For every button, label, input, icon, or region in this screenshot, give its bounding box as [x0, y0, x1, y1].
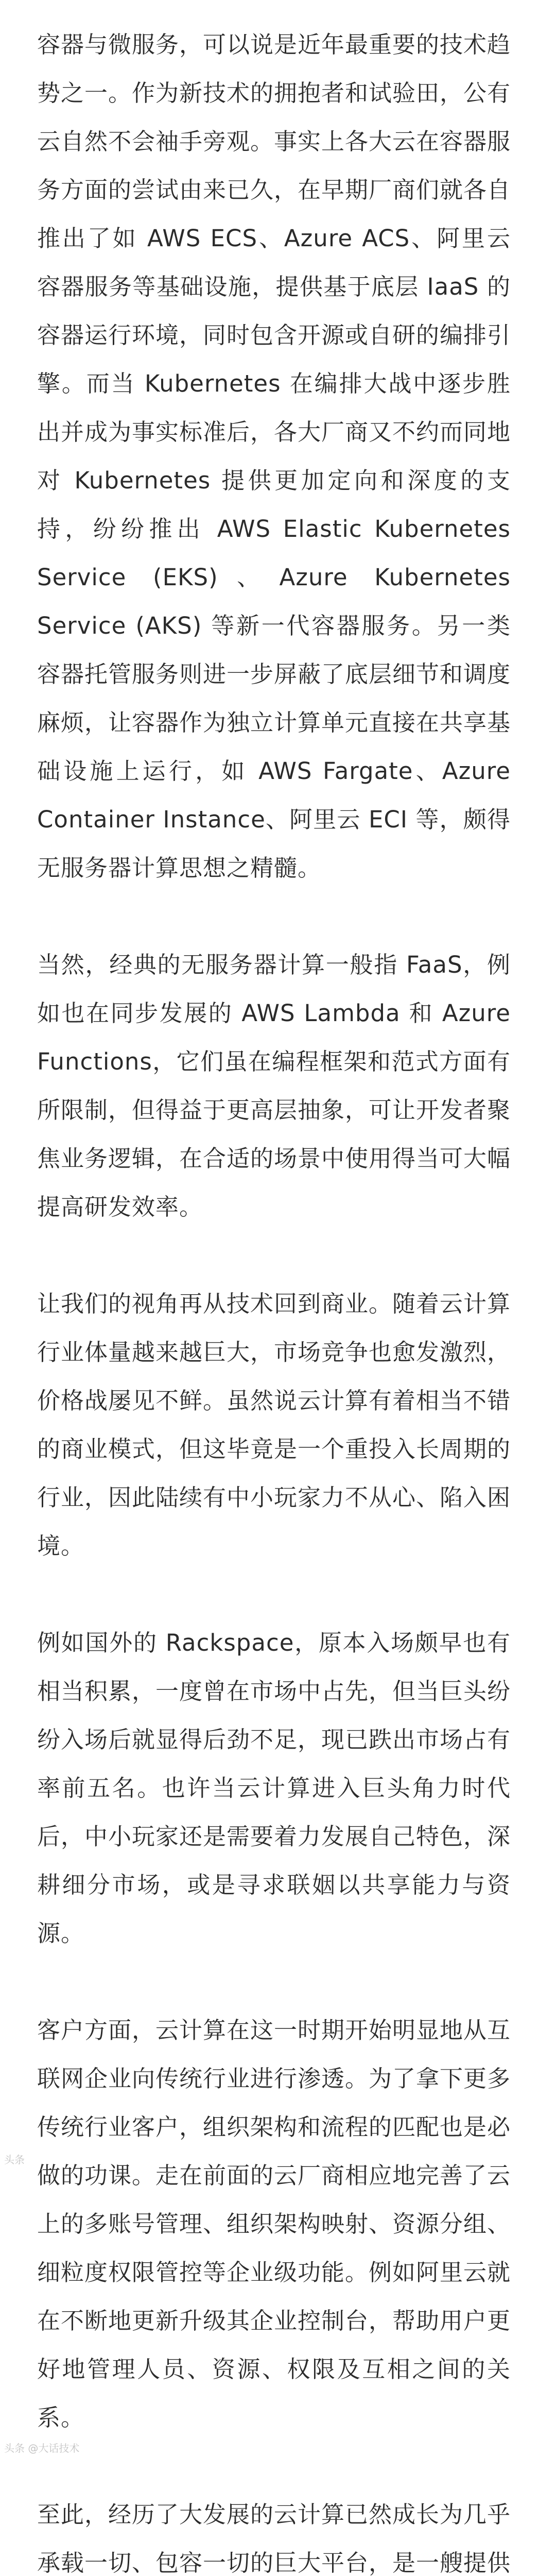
article-body — [37, 21, 511, 2576]
watermark-bottom: 头条 @大话技术 — [4, 2442, 80, 2454]
paragraph-enterprise-customers: 客户方面，云计算在这一时期开始明显地从互联网企业向传统行业进行渗透。为了拿下更多传统行业客户，组织架构和流程的匹配也是必做的功课。走在前面的云厂商相应地完善了云上的多账号管理、组织架构映射、资源分组、细粒度权限管控等企业级功能。例如阿里云就在不断地更新升级其企业控制台，帮助用户更好地管理人员、资源、权限及互相之间的关系。 — [37, 2016, 511, 2431]
paragraph-rackspace-example: 例如国外的 Rackspace，原本入场颇早也有相当积累，一度曾在市场中占先，但当巨头纷纷入场后就显得后劲不足，现已跌出市场占有率前五名。也许当云计算进入巨头角力时代后，中小玩家还是需要着力发展自己特色，深耕细分市场，或是寻求联姻以共享能力与资源。 — [37, 1629, 511, 1947]
paragraph-container-services: 容器与微服务，可以说是近年最重要的技术趋势之一。作为新技术的拥抱者和试验田，公有云自然不会袖手旁观。事实上各大云在容器服务方面的尝试由来已久，在早期厂商们就各自推出了如 AWS ECS、Azure ACS、阿里云容器服务等基础设施，提供基于底层 IaaS 的容器运行环境，同时包含开源或自研的编排引擎。而当 Kubernetes 在编排大战中逐步胜出并成为事实标准后，各大厂商又不约而同地对 Kubernetes 提供更加定向和深度的支持，纷纷推出 AWS Elastic Kubernetes Service (EKS)、Azure Kubernetes Service (AKS) 等新一代容器服务。另一类容器托管服务则进一步屏蔽了底层细节和调度麻烦，让容器作为独立计算单元直接在共享基础设施上运行，如 AWS Fargate、Azure Container Instance、阿里云 ECI 等，颇得无服务器计算思想之精髓。 — [37, 31, 511, 882]
paragraph-serverless-faas: 当然，经典的无服务器计算一般指 FaaS，例如也在同步发展的 AWS Lambda 和 Azure Functions，它们虽在编程框架和范式方面有所限制，但得益于更高层抽象，可让开发者聚焦业务逻辑，在合适的场景中使用得当可大幅提高研发效率。 — [37, 951, 511, 1221]
watermark-top: 头条 — [4, 2154, 25, 2166]
paragraph-business-competition: 让我们的视角再从技术回到商业。随着云计算行业体量越来越巨大，市场竞争也愈发激烈，价格战屡见不鲜。虽然说云计算有着相当不错的商业模式，但这毕竟是一个重投入长周期的行业，因此陆续有中小玩家力不从心、陷入困境。 — [37, 1290, 511, 1560]
paragraph-conclusion: 至此，经历了大发展的云计算已然成长为几乎承载一切、包容一切的巨大平台，是一艘提供 — [37, 2501, 511, 2576]
